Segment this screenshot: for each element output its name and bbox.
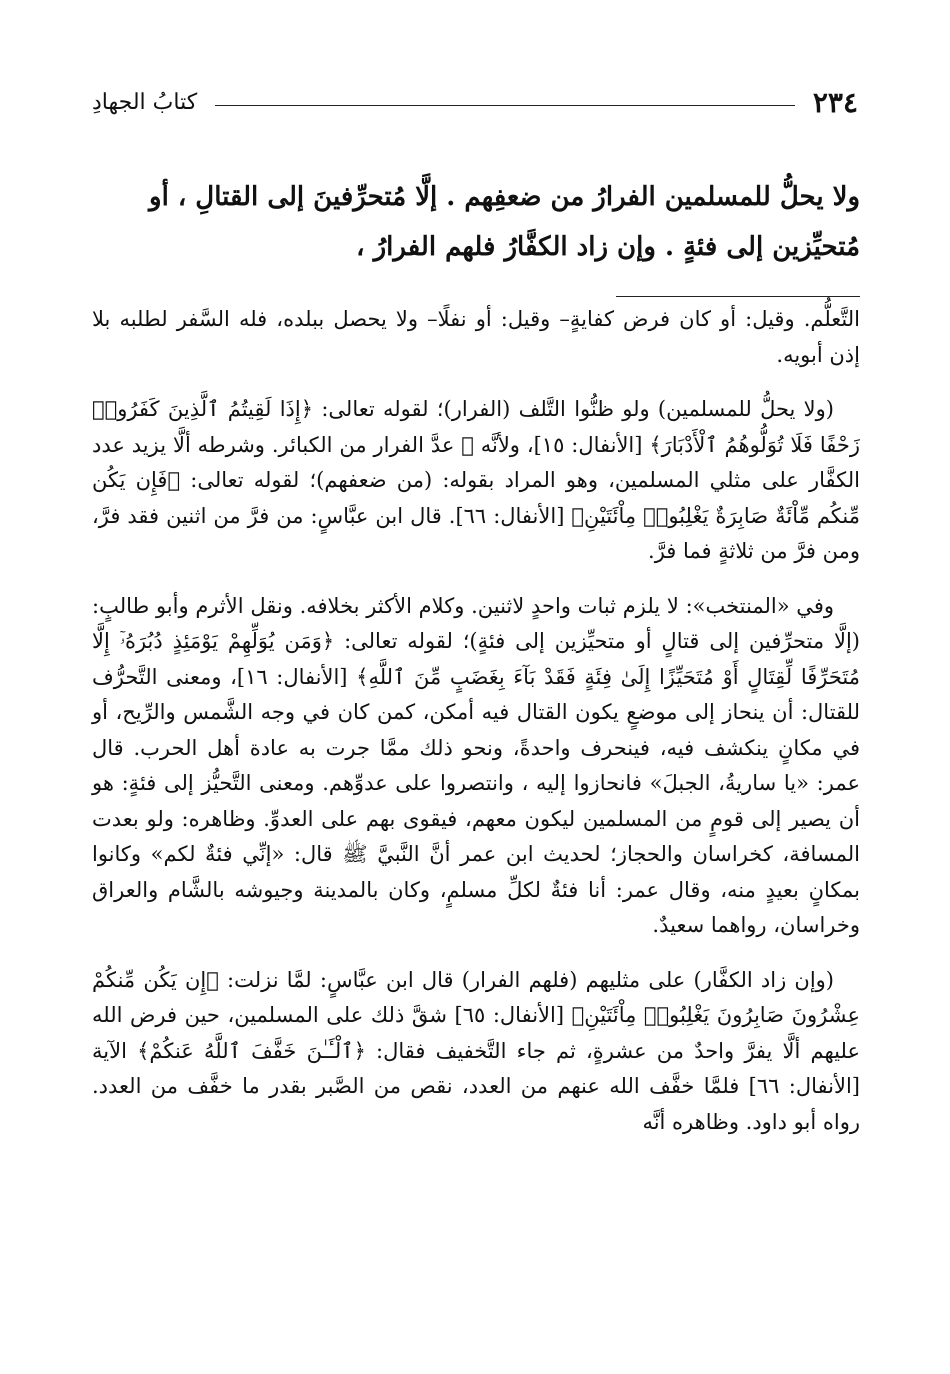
matn-line: مُتحيِّزين إلى فئةٍ . وإن زاد الكفَّارُ فلهم الفرارُ ، [356, 232, 860, 262]
header-rule [215, 105, 795, 106]
commentary-paragraph: وفي «المنتخب»: لا يلزم ثبات واحدٍ لاثنين. وكلام الأكثر بخلافه. ونقل الأثرم وأبو طالبٍ: (إلَّا متحرِّفين إلى قتالٍ أو متحيِّزين إلى فئةٍ)؛ لقوله تعالى: ﴿وَمَن يُوَلِّهِمْ يَوْمَئِذٍ دُبُرَهُۥٓ إِلَّا مُتَحَرِّفًا لِّقِتَالٍ أَوْ مُتَحَيِّزًا إِلَىٰ فِئَةٍ فَقَدْ بَآءَ بِغَضَبٍ مِّنَ ٱللَّهِ﴾ [الأنفال: ١٦]، ومعنى التَّحرُّف للقتال: أن ينحاز إلى موضعٍ يكون القتال فيه أمكن، كمن كان في وجه الشَّمس والرِّيح، أو في مكانٍ ينكشف فيه، فينحرف واحدةً، ونحو ذلك ممَّا جرت به عادة أهل الحرب. قال عمر: «يا ساريةُ، الجبلَ» فانحازوا إليه ، وانتصروا على عدوِّهم. ومعنى التَّحيُّز إلى فئةٍ: هو أن يصير إلى قومٍ من المسلمين ليكون معهم، فيقوى بهم على العدوِّ. وظاهره: ولو بعدت المسافة، كخراسان والحجاز؛ لحديث ابن عمر أنَّ النَّبيَّ ﷺ قال: «إنِّي فئةٌ لكم» وكانوا بمكانٍ بعيدٍ منه، وقال عمر: أنا فئةٌ لكلِّ مسلمٍ، وكان بالمدينة وجيوشه بالشَّام والعراق وخراسان، رواهما سعيدٌ. [92, 593, 860, 937]
separator-rule [616, 296, 860, 297]
commentary-text [92, 302, 860, 1159]
book-title: كتابُ الجهادِ [92, 89, 198, 115]
commentary-paragraph: (وإن زاد الكفَّار) على مثليهم (فلهم الفرار) قال ابن عبَّاسٍ: لمَّا نزلت: ﴿إِن يَكُن مِّنكُمْ عِشْرُونَ صَابِرُونَ يَغْلِبُوا۟ مِاْئَتَيْنِ﴾ [الأنفال: ٦٥] شقَّ ذلك على المسلمين، حين فرض الله عليهم ألَّا يفرَّ واحدٌ من عشرةٍ، ثم جاء التَّخفيف فقال: ﴿ٱلْـَٔـٰنَ خَفَّفَ ٱللَّهُ عَنكُمْ﴾ الآية [الأنفال: ٦٦] فلمَّا خفَّف الله عنهم من العدد، نقص من الصَّبر بقدر ما خفَّف من العدد. رواه أبو داود. وظاهره أنَّه [92, 967, 860, 1134]
matn-text [92, 172, 860, 272]
matn-line: ولا يحلُّ للمسلمين الفرارُ من ضعفِهم . إلَّا مُتحرِّفينَ إلى القتالِ ، أو [149, 182, 860, 212]
page-header [92, 82, 858, 122]
page-number: ٢٣٤ [812, 85, 858, 119]
commentary-paragraph: التَّعلُّم. وقيل: أو كان فرض كفايةٍ– وقيل: أو نفلًا– ولا يحصل ببلده، فله السَّفر لطلبه بلا إذن أبويه. [92, 307, 860, 367]
commentary-paragraph: (ولا يحلُّ للمسلمين) ولو ظنُّوا التَّلف (الفرار)؛ لقوله تعالى: ﴿إِذَا لَقِيتُمُ ٱلَّذِينَ كَفَرُوا۟ زَحْفًا فَلَا تُوَلُّوهُمُ ٱلْأَدْبَارَ﴾ [الأنفال: ١٥]، ولأنَّه ﷺ عدَّ الفرار من الكبائر. وشرطه ألَّا يزيد عدد الكفَّار على مثلي المسلمين، وهو المراد بقوله: (من ضعفهم)؛ لقوله تعالى: ﴿فَإِن يَكُن مِّنكُم مِّاْئَةٌ صَابِرَةٌ يَغْلِبُوا۟ مِاْئَتَيْنِ﴾ [الأنفال: ٦٦]. قال ابن عبَّاسٍ: من فرَّ من اثنين فقد فرَّ، ومن فرَّ من ثلاثةٍ فما فرَّ. [92, 397, 860, 563]
